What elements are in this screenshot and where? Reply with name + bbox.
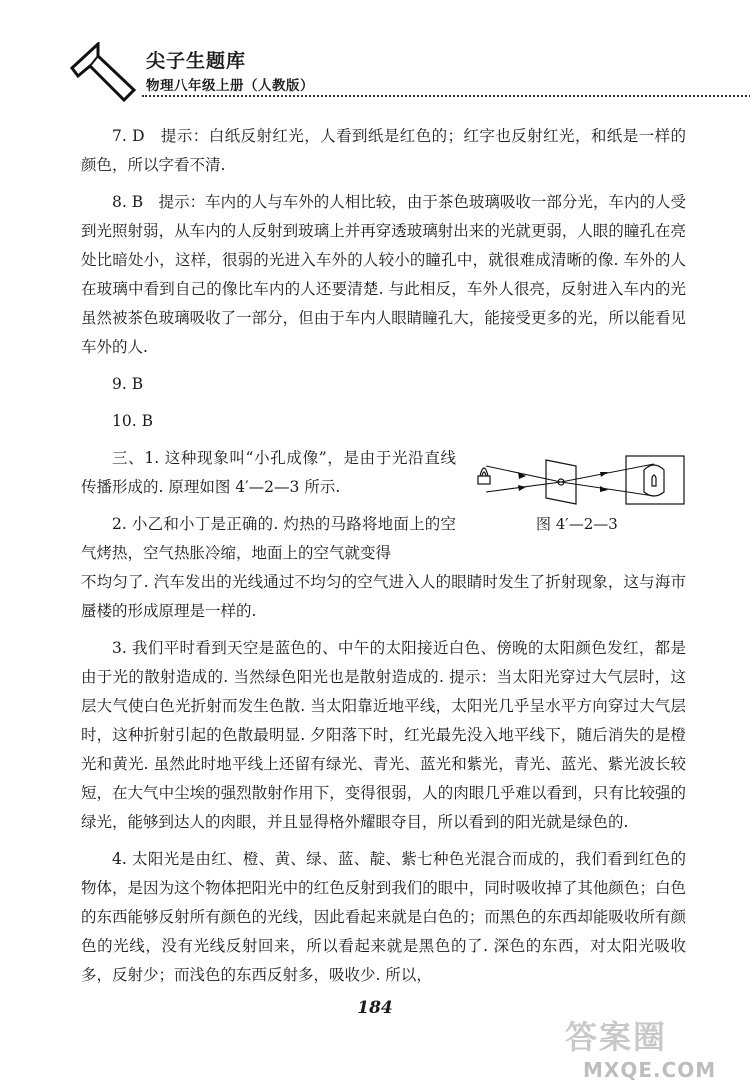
section-3-item-2-rest: 不均匀了. 汽车发出的光线通过不均匀的空气进入人的眼睛时发生了折射现象，这与海市蜃楼的形成原理是一样的. [81, 573, 686, 620]
section-3-item-4: 4. 太阳光是由红、橙、黄、绿、蓝、靛、紫七种色光混合而成的，我们看到红色的物体，是因为这个物体把阳光中的红色反射到我们的眼中，同时吸收掉了其他颜色；白色的东西能够反射所有颜色的光线，因此看起来就是白色的；而黑色的东西却能吸收所有颜色的光线，没有光线反射回来，所以看起来就是黑色的了. 深色的东西，对太阳光吸收多，反射少；而浅色的东西反射多，吸收少. 所以， [81, 850, 686, 984]
watermark [565, 1012, 745, 1090]
answer-8: 8. B 提示：车内的人与车外的人相比较，由于茶色玻璃吸收一部分光，车内的人受到光照射弱，从车内的人反射到玻璃上并再穿透玻璃射出来的光就更弱，人眼的瞳孔在亮处比暗处小，这样，很弱的光进入车外的人较小的瞳孔中，就很难成清晰的像. 车外的人在玻璃中看到自己的像比车内的人还要清楚. 与此相反，车外人很亮，反射进入车内的光虽然被茶色玻璃吸收了一部分，但由于车内人眼睛瞳孔大，能接受更多的光，所以能看见车外的人. [81, 193, 686, 356]
page-header [68, 42, 698, 112]
arrow-logo-icon [68, 42, 138, 112]
pinhole-figure [476, 452, 686, 572]
figure-caption: 图 4′—2—3 [536, 515, 618, 533]
watermark-url: MXQE.COM [583, 1058, 717, 1082]
page-body [81, 122, 686, 990]
answer-7: 7. D 提示：白纸反射红光，人看到纸是红色的；红字也反射红光，和纸是一样的颜色，所以字看不清. [81, 127, 686, 174]
answer-9: 9. B [112, 375, 144, 393]
book-subtitle: 物理八年级上册（人教版） [146, 78, 314, 94]
answer-10: 10. B [112, 412, 153, 430]
pinhole-camera-diagram [476, 452, 686, 507]
book-title: 尖子生题库 [146, 50, 247, 72]
header-divider [142, 95, 750, 97]
page-number: 184 [357, 998, 393, 1018]
section-3-item-3: 3. 我们平时看到天空是蓝色的、中午的太阳接近白色、傍晚的太阳颜色发红，都是由于光的散射造成的. 当然绿色阳光也是散射造成的. 提示：当太阳光穿过大气层时，这层大气使白色光折射而发生色散. 当太阳靠近地平线，太阳光几乎呈水平方向穿过大气层时，这种折射引起的色散最明显. 夕阳落下时，红光最先没入地平线下，随后消失的是橙光和黄光. 虽然此时地平线上还留有绿光、青光、蓝光和紫光，青光、蓝光、紫光波长较短，在大气中尘埃的强烈散射作用下，变得很弱，人的肉眼几乎难以看到，只有比较强的绿光，能够到达人的肉眼，并且显得格外耀眼夺目，所以看到的阳光就是绿色的. [81, 639, 686, 831]
section-3-item-1: 三、1. 这种现象叫“小孔成像”，是由于光沿直线传播形成的. 原理如图 4′—2—3 所示. [81, 449, 456, 496]
section-3-block [81, 444, 686, 568]
watermark-logo-text: 答案圈 [565, 1018, 668, 1056]
section-3-item-2-start: 2. 小乙和小丁是正确的. 灼热的马路将地面上的空气烤热，空气热胀冷缩，地面上的空气就变得 [81, 515, 456, 562]
